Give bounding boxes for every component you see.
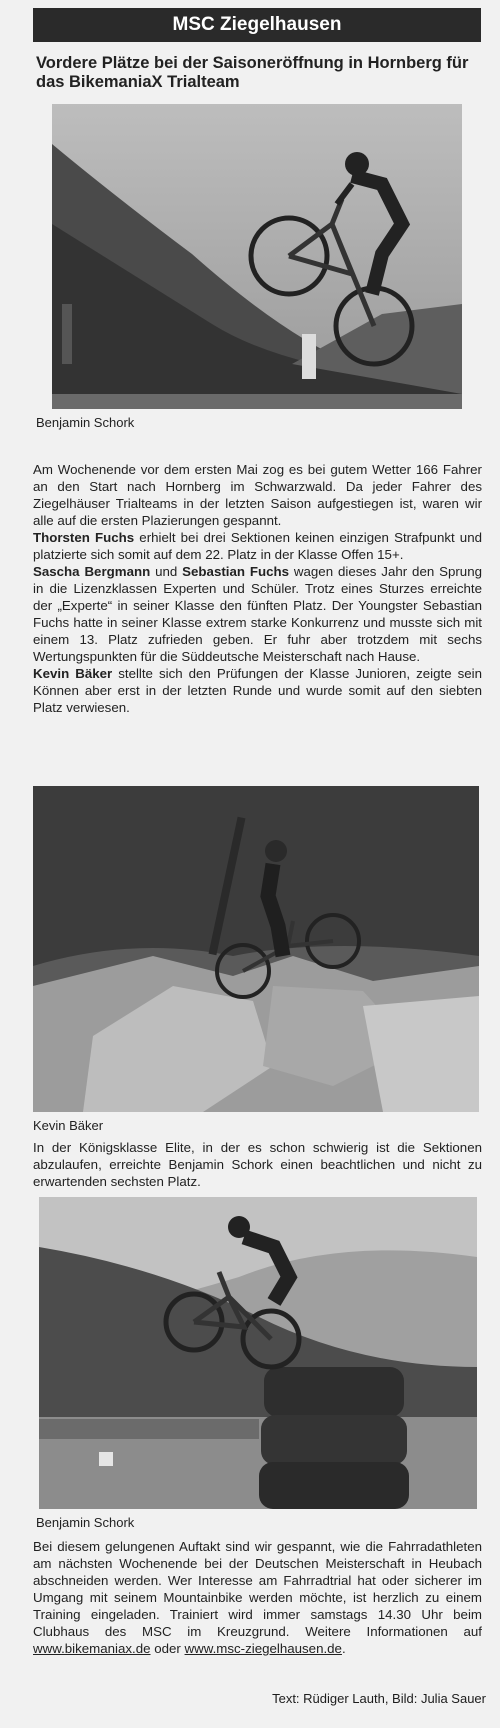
photo-rider-jump-hillside (52, 104, 462, 409)
paragraph-sascha-sebastian (33, 563, 482, 665)
closing-text: Bei diesem gelungenen Auftakt sind wir gespannt, wie die Fahrradathleten am nächsten Wochenende bei der Deutschen Meisterschaft in Heubach abschneiden werden. Wer Interesse am Fahrradtrial hat oder sicherer im Umgang mit seinem Mountainbike werden möchte, ist herzlich zu einem Training eingeladen. Trainiert wird immer samstags 14.30 Uhr beim Clubhaus des MSC im Kreuzgrund. Weitere Informationen auf (33, 1539, 482, 1639)
photo-caption: Benjamin Schork (36, 1515, 135, 1530)
closing-period: . (341, 1641, 346, 1656)
paragraph-text: erhielt bei drei Sektionen keinen einzigen Strafpunkt und platzierte sich somit auf dem 22. Platz in der Klasse Offen 15+. (33, 530, 482, 562)
article-body-1 (33, 461, 482, 716)
banner-title: MSC Ziegelhausen (172, 14, 342, 35)
bikemaniax-link[interactable]: www.bikemaniax.de (33, 1641, 151, 1656)
photo-rider-tire-jump (39, 1197, 477, 1509)
intro-paragraph: Am Wochenende vor dem ersten Mai zog es bei gutem Wetter 166 Fahrer an den Start nach Hornberg im Schwarzwald. Da jeder Fahrer des Ziegelhäuser Trialteams in der letzten Saison aufgestiegen ist, waren wir alle auf die ersten Plazierungen gespannt. (33, 462, 482, 528)
rider-name: Thorsten Fuchs (33, 530, 135, 545)
msc-ziegelhausen-link[interactable]: www.msc-ziegelhausen.de (184, 1641, 342, 1656)
paragraph-kevin (33, 665, 482, 716)
paragraph-text: und (150, 564, 183, 579)
author-credit: Text: Rüdiger Lauth, Bild: Julia Sauer (272, 1691, 486, 1706)
connector-text: oder (150, 1641, 185, 1656)
paragraph-text: stellte sich den Prüfungen der Klasse Junioren, zeigte sein Können aber erst in der letzten Runde und wurde somit auf den siebten Platz verwiesen. (33, 666, 482, 715)
rider-name: Sascha Bergmann (33, 564, 151, 579)
photo-caption: Kevin Bäker (33, 1118, 104, 1133)
paragraph-closing (33, 1538, 482, 1657)
photo-caption: Benjamin Schork (36, 415, 135, 430)
paragraph-elite: In der Königsklasse Elite, in der es schon schwierig ist die Sektionen abzulaufen, erreichte Benjamin Schork einen beachtlichen und nicht zu erwartenden sechsten Platz. (33, 1140, 482, 1189)
article-headline: Vordere Plätze bei der Saisoneröffnung in Hornberg für das BikemaniaX Trialteam (36, 54, 469, 91)
photo-rider-on-rocks (33, 786, 479, 1112)
paragraph-text: wagen dieses Jahr den Sprung in die Lizenzklassen Experten und Schüler. Trotz eines Sturzes erreichte der „Experte“ in seiner Klasse den fünften Platz. Der Youngster Sebastian Fuchs hatte in seiner Klasse extrem starke Konkurrenz und musste sich mit einem 13. Platz zufrieden geben. Er fuhr aber trotzdem mit sechs Wertungspunkten für die Süddeutsche Meisterschaft nach Hause. (33, 564, 482, 664)
rider-name: Sebastian Fuchs (182, 564, 290, 579)
rider-name: Kevin Bäker (33, 666, 113, 681)
paragraph-thorsten (33, 529, 482, 563)
newsletter-banner (33, 8, 481, 42)
